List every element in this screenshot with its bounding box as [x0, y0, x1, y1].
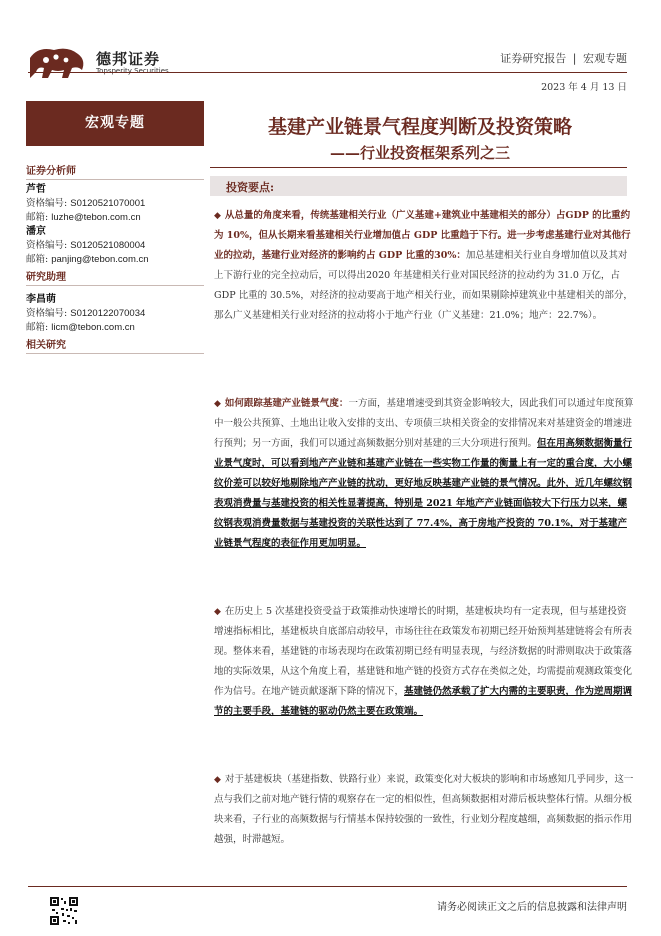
report-subtitle: ——行业投资框架系列之三 [329, 144, 510, 162]
paragraph-lead: 如何跟踪基建产业链景气度： [224, 398, 349, 409]
report-date: 2023 年 4 月 13 日 [541, 82, 627, 93]
paragraph-body: 加总基建相关行业自身增加值以及其对上下游行业的完全拉动后，可以得出2020 年基建相关行业对国民经济的拉动约为 31.0 万亿，占 GDP 比重的 30.5%，对经济的拉动要高于地产相关行业，而如果剔除掉建筑业中基建相关的部分，那么广义基建相关行业对经济的拉动将小于地产行业（广义基建：21.0%；地产：22.7%）。 [214, 250, 633, 321]
header-separator: | [572, 52, 577, 65]
sidebar-banner: 宏观专题 [26, 101, 204, 146]
report-category [500, 50, 627, 66]
bullet-icon: ◆ [214, 211, 221, 221]
paragraph-emphasis: 基建链仍然承载了扩大内需的主要职责，作为逆周期调节的主要手段，基建链的驱动仍然主要在政策端。 [214, 686, 633, 717]
footer-divider [28, 886, 627, 887]
cert-label: 资格编号: [26, 198, 68, 209]
paragraph-body: 一方面，基建增速受到其资金影响较大，因此我们可以通过年度预算中一般公共预算、土地出让收入安排的支出、专项债三块相关资金的安排情况来对基建资金的增速进行预判；另一方面，我们可以通过高频数据分别对基建的三大分项进行预判。 [214, 398, 634, 449]
report-title: 基建产业链景气程度判断及投资策略 [267, 116, 572, 138]
tebon-logo-icon [28, 44, 88, 84]
cert-number: S0120521080004 [70, 240, 146, 251]
analyst-cert [26, 237, 145, 251]
logo-text-en: Topsperity Securities [96, 67, 169, 75]
email-label: 邮箱: [26, 212, 49, 223]
title-divider [210, 167, 627, 168]
paragraph-emphasis: 但在用高频数据衡量行业景气度时，可以看到地产产业链和基建产业链在一些实物工作量的衡量上有一定的重合度，大小螺纹价差可以较好地剔除地产产业链的扰动，更好地反映基建产业链的景气情况。此外，近几年螺纹钢表观消费量与基建投资的相关性显著提高，特别是 2021 年地产产业链面临较大下行压力以来，螺纹钢表观消费量数据与基建投资的关联性达到了 77.4%，高于房地产投资的 70.1%，对于基建产业链景气程度的表征作用更加明显。 [214, 438, 633, 549]
email-label: 邮箱: [26, 254, 49, 265]
related-research-heading: 相关研究 [26, 336, 204, 354]
report-subtype: 宏观专题 [583, 52, 627, 65]
cert-number: S0120521070001 [70, 198, 146, 209]
analyst-name: 芦哲 [26, 184, 46, 195]
header-divider [28, 72, 627, 73]
bullet-icon: ◆ [214, 399, 221, 409]
logo-text-cn: 德邦证券 [96, 50, 161, 68]
email-link[interactable]: luzhe@tebon.com.cn [51, 212, 141, 223]
paragraph-body: 对于基建板块（基建指数、铁路行业）来说，政策变化对大板块的影响和市场感知几乎同步，这一点与我们之前对地产链行情的观察存在一定的相似性，但高频数据相对滞后板块整体行情。从细分板块来看，子行业的高频数据与行情基本保持较强的一致性，行业划分程度越细，高频数据的指示作用越强，时滞越短。 [214, 774, 634, 845]
key-points-label: 投资要点: [226, 181, 275, 194]
bullet-icon: ◆ [214, 775, 221, 785]
qr-code-icon [49, 896, 79, 926]
email-link[interactable]: licm@tebon.com.cn [51, 322, 135, 333]
cert-label: 资格编号: [26, 308, 68, 319]
bullet-icon: ◆ [214, 607, 221, 617]
assistant-cert [26, 305, 145, 319]
analyst-cert [26, 195, 145, 209]
analyst-name: 潘京 [26, 226, 46, 237]
paragraph-lead: 从总量的角度来看，传统基建相关行业（广义基建+建筑业中基建相关的部分）占GDP 的比重约为 10%，但从长期来看基建相关行业增加值占 GDP 比重趋于下行。进一步考虑基建行业对其他行业的拉动，基建行业对经济的影响约占 GDP 比重的30%： [214, 210, 631, 261]
analyst-heading: 证券分析师 [26, 162, 204, 180]
cert-label: 资格编号: [26, 240, 68, 251]
analyst-email [26, 209, 141, 223]
paragraph-sector [214, 770, 634, 850]
paragraph-body: 在历史上 5 次基建投资受益于政策推动快速增长的时期，基建板块均有一定表现，但与基建投资增速指标相比，基建板块自底部启动较早，市场往往在政策发布初期已经开始预判基建链将会有所表现。整体来看，基建链的市场表现均在政策初期已经有明显表现，与经济数据的时滞则取决于政策落地的实际效果，从这个角度上看，基建链和地产链的投资方式存在类似之处，均需提前观测政策变化作为信号。在地产链贡献逐渐下降的情况下， [214, 606, 633, 697]
assistant-heading: 研究助理 [26, 268, 204, 286]
footer-disclaimer: 请务必阅读正文之后的信息披露和法律声明 [437, 902, 627, 913]
paragraph-gdp-share [214, 206, 634, 326]
paragraph-history [214, 602, 634, 722]
email-link[interactable]: panjing@tebon.com.cn [51, 254, 149, 265]
cert-number: S0120122070034 [70, 308, 146, 319]
analyst-email [26, 251, 149, 265]
paragraph-tracking [214, 394, 634, 554]
assistant-name: 李昌萌 [26, 294, 56, 305]
report-type: 证券研究报告 [500, 52, 567, 65]
email-label: 邮箱: [26, 322, 49, 333]
assistant-email [26, 319, 135, 333]
